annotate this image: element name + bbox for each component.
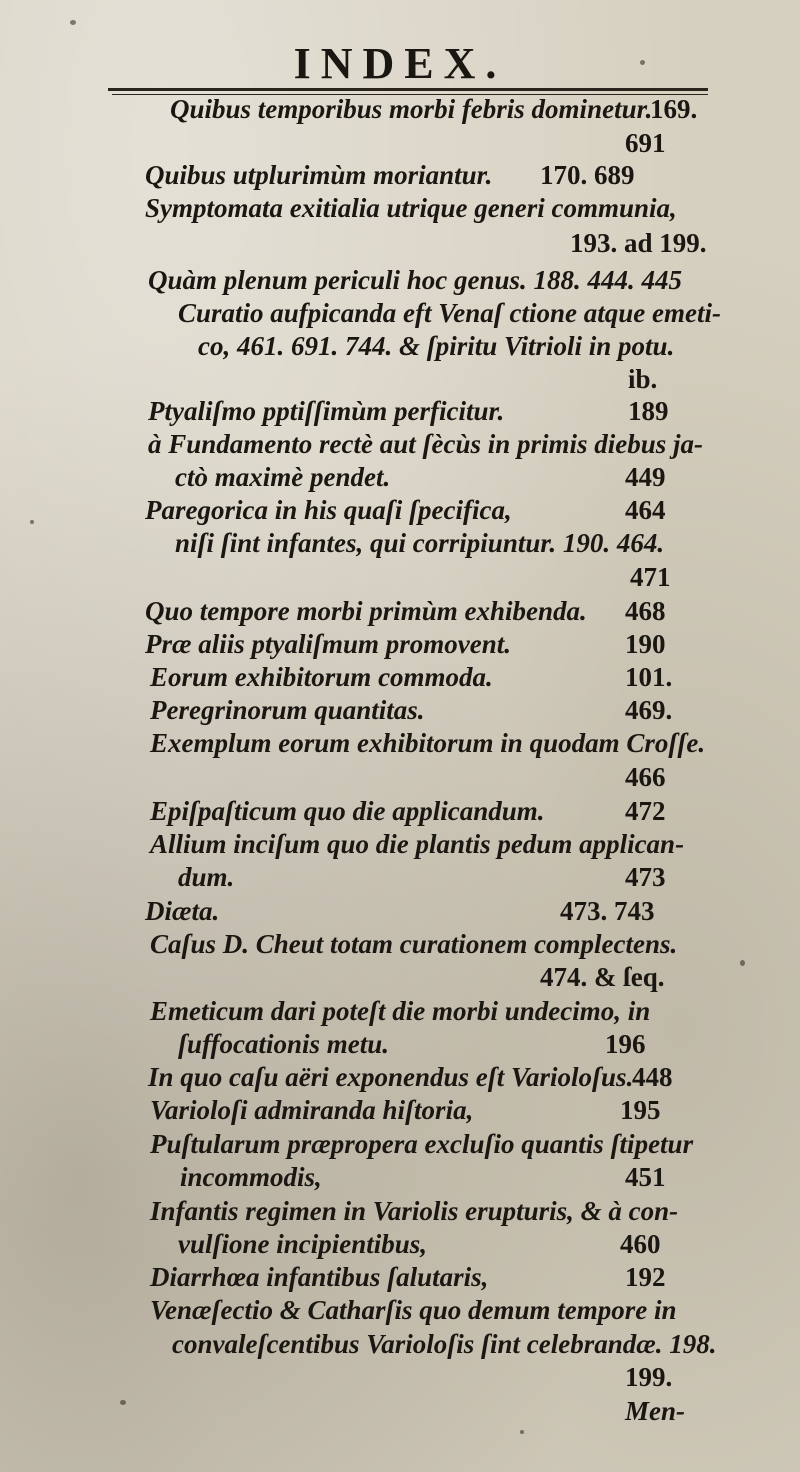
entry-text: Curatio aufpicanda eft Venaſ ctione atque emeti- (178, 298, 721, 328)
paper-stain (70, 20, 76, 25)
entry-pages: 448 (632, 1062, 673, 1092)
entry-text: Exemplum eorum exhibitorum in quodam Croſſe. (150, 728, 706, 758)
entry-pages: 192 (625, 1262, 666, 1292)
entry-pages: 473 (625, 862, 666, 892)
entry-text: Quo tempore morbi primùm exhibenda. (145, 596, 587, 626)
entry-text: Eorum exhibitorum commoda. (150, 662, 493, 692)
entry-text: Varioloſi admiranda hiſtoria, (150, 1095, 474, 1125)
entry-pages: 449 (625, 462, 666, 492)
paper-stain (520, 1430, 524, 1434)
entry-text: Venæſectio & Catharſis quo demum tempore in (150, 1295, 677, 1325)
entry-text: Emeticum dari poteſt die morbi undecimo, in (150, 996, 651, 1026)
entry-text: Diæta. (145, 896, 220, 926)
entry-pages: 196 (605, 1029, 646, 1059)
entry-text: Puſtularum præpropera excluſio quantis ſtipetur (150, 1129, 694, 1159)
entry-pages: 170. 689 (540, 160, 635, 190)
entry-text: à Fundamento rectè aut ſècùs in primis diebus ja- (148, 429, 704, 459)
entry-text: vulſione incipientibus, (178, 1229, 428, 1259)
header-rule (108, 88, 708, 91)
entry-text: Præ aliis ptyaliſmum promovent. (145, 629, 512, 659)
entry-pages: 193. ad 199. (570, 228, 707, 258)
entry-pages: 190 (625, 629, 666, 659)
entry-pages: ib. (628, 364, 658, 394)
entry-text: Quàm plenum periculi hoc genus. 188. 444. 445 (148, 265, 683, 295)
entry-text: co, 461. 691. 744. & ſpiritu Vitrioli in potu. (198, 331, 675, 361)
entry-pages: 464 (625, 495, 666, 525)
entry-pages: 466 (625, 762, 666, 792)
catchword: Men- (625, 1396, 685, 1426)
entry-text: niſi ſint infantes, qui corripiuntur. 190. 464. (175, 528, 665, 558)
entry-text: Diarrhœa infantibus ſalutaris, (150, 1262, 489, 1292)
paper-stain (30, 520, 34, 524)
entry-pages: 472 (625, 796, 666, 826)
entry-pages: 460 (620, 1229, 661, 1259)
entry-pages: 101. (625, 662, 673, 692)
entry-text: Infantis regimen in Variolis erupturis, & à con- (150, 1196, 679, 1226)
entry-pages: 691 (625, 128, 666, 158)
entry-text: ctò maximè pendet. (175, 462, 391, 492)
entry-text: Paregorica in his quaſi ſpecifica, (145, 495, 512, 525)
entry-pages: 169. (650, 94, 698, 124)
entry-pages: 474. & ſeq. (540, 962, 665, 992)
entry-pages: 468 (625, 596, 666, 626)
entry-text: Allium inciſum quo die plantis pedum applican- (150, 829, 685, 859)
entry-text: ſuffocationis metu. (178, 1029, 390, 1059)
entry-text: Quibus utplurimùm moriantur. (145, 160, 493, 190)
entry-text: incommodis, (180, 1162, 322, 1192)
entry-pages: 473. 743 (560, 896, 655, 926)
entry-text: dum. (178, 862, 235, 892)
entry-text: In quo caſu aëri exponendus eſt Varioloſus. (148, 1062, 634, 1092)
entry-pages: 195 (620, 1095, 661, 1125)
entry-text: Quibus temporibus morbi febris dominetur. (170, 94, 653, 124)
entry-text: Peregrinorum quantitas. (150, 695, 425, 725)
page-header: INDEX. (293, 39, 507, 88)
entry-text: convaleſcentibus Varioloſis ſint celebrandæ. 198. (172, 1329, 717, 1359)
entry-pages: 189 (628, 396, 669, 426)
entry-pages: 471 (630, 562, 671, 592)
entry-pages: 469. (625, 695, 673, 725)
paper-stain (120, 1400, 126, 1405)
entry-text: Epiſpaſticum quo die applicandum. (150, 796, 545, 826)
entry-text: Ptyaliſmo pptiſſimùm perficitur. (148, 396, 505, 426)
entry-text: Symptomata exitialia utrique generi communia, (145, 193, 677, 223)
paper-stain (740, 960, 745, 966)
entry-pages: 451 (625, 1162, 666, 1192)
entry-text: Caſus D. Cheut totam curationem complectens. (150, 929, 678, 959)
entry-pages: 199. (625, 1362, 673, 1392)
